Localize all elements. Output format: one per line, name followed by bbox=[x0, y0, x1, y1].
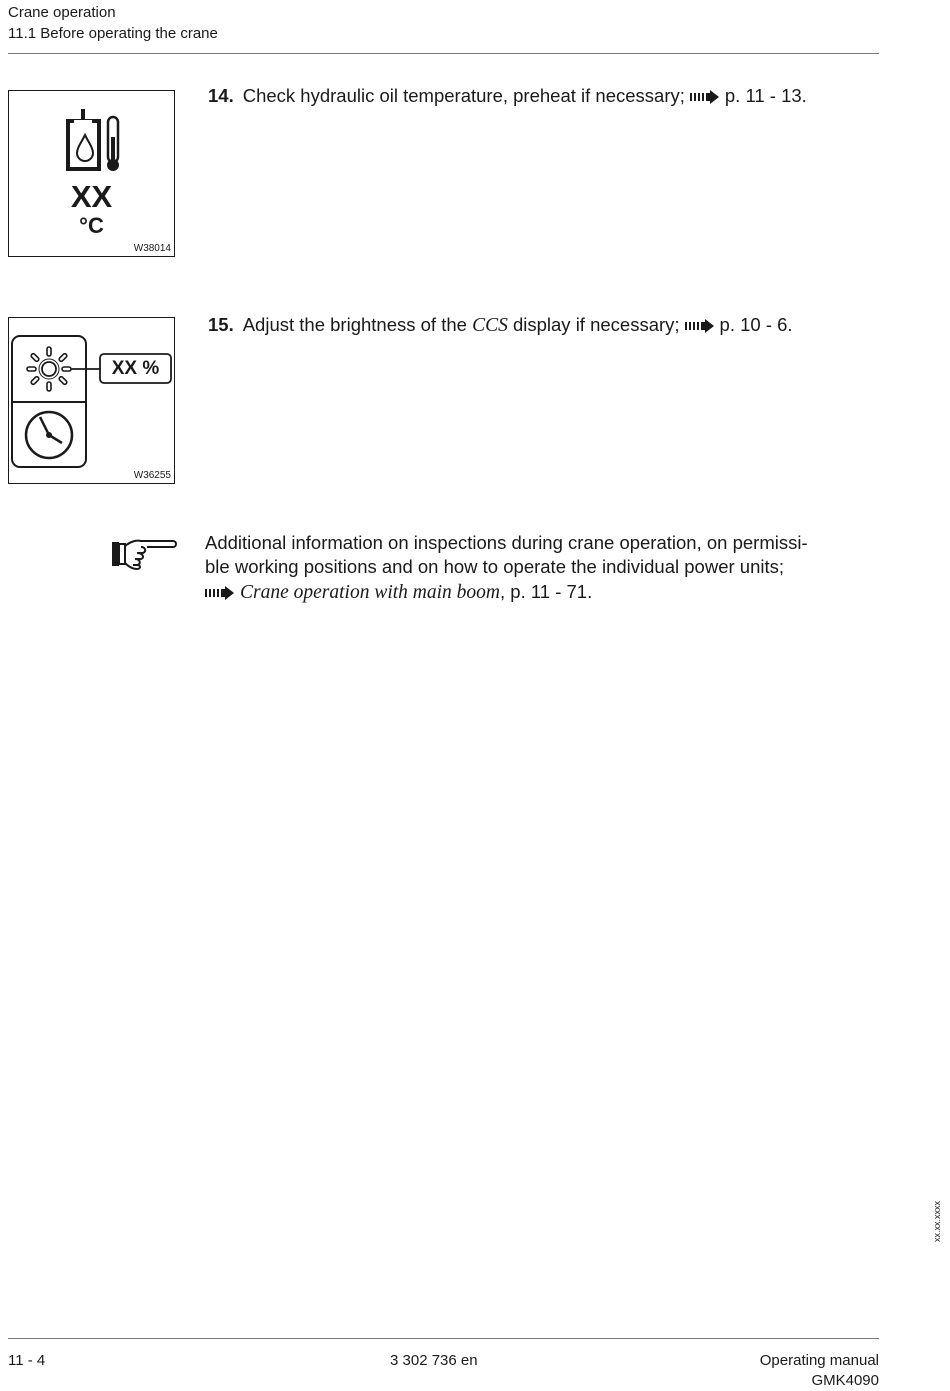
footer-manual: Operating manual bbox=[759, 1352, 879, 1369]
note-line: Additional information on inspections during crane operation, on permissi- bbox=[205, 532, 808, 553]
step-text-before: Adjust the brightness of the bbox=[242, 314, 467, 335]
pointing-hand-icon bbox=[111, 538, 177, 572]
footer-model: GMK4090 bbox=[811, 1372, 879, 1389]
temperature-unit-text: °C bbox=[79, 213, 104, 238]
note-reference-line bbox=[205, 580, 885, 605]
step-reference-link[interactable]: p. 10 - 6. bbox=[719, 314, 793, 335]
header-section: 11.1 Before operating the crane bbox=[8, 25, 218, 42]
additional-info-note bbox=[205, 531, 885, 605]
step-text: Check hydraulic oil temperature, preheat if necessary; bbox=[242, 85, 685, 106]
footer-page-number: 11 - 4 bbox=[8, 1352, 46, 1369]
brightness-value-text: XX % bbox=[111, 358, 160, 379]
step-text-after: display if necessary; bbox=[512, 314, 680, 335]
footer-doc-number: 3 302 736 en bbox=[390, 1352, 478, 1369]
reference-arrow-icon bbox=[685, 319, 715, 333]
step-italic-term: CCS bbox=[472, 315, 508, 336]
display-brightness-icon bbox=[9, 318, 174, 483]
reference-arrow-icon bbox=[690, 90, 720, 104]
figure-display-brightness bbox=[8, 317, 175, 484]
step-reference-link[interactable]: p. 11 - 13. bbox=[724, 85, 807, 106]
header-chapter: Crane operation bbox=[8, 4, 116, 21]
figure-code: W36255 bbox=[133, 470, 171, 481]
note-reference-page: , p. 11 - 71. bbox=[500, 580, 593, 602]
side-date-code: xx.xx.xxxx bbox=[932, 1200, 942, 1242]
step-15 bbox=[208, 313, 793, 338]
note-reference-link[interactable]: Crane operation with main boom bbox=[240, 581, 501, 603]
step-number: 14. bbox=[208, 85, 234, 106]
figure-oil-temperature bbox=[8, 90, 175, 257]
step-number: 15. bbox=[208, 314, 234, 335]
reference-arrow-icon bbox=[205, 586, 235, 600]
footer-manual-title bbox=[760, 1351, 879, 1391]
footer-divider bbox=[8, 1338, 879, 1339]
temperature-value-text: XX bbox=[70, 179, 113, 214]
note-line: ble working positions and on how to operate the individual power units; bbox=[205, 556, 785, 578]
header-divider bbox=[8, 53, 879, 54]
figure-code: W38014 bbox=[133, 243, 171, 254]
step-14 bbox=[208, 84, 807, 108]
